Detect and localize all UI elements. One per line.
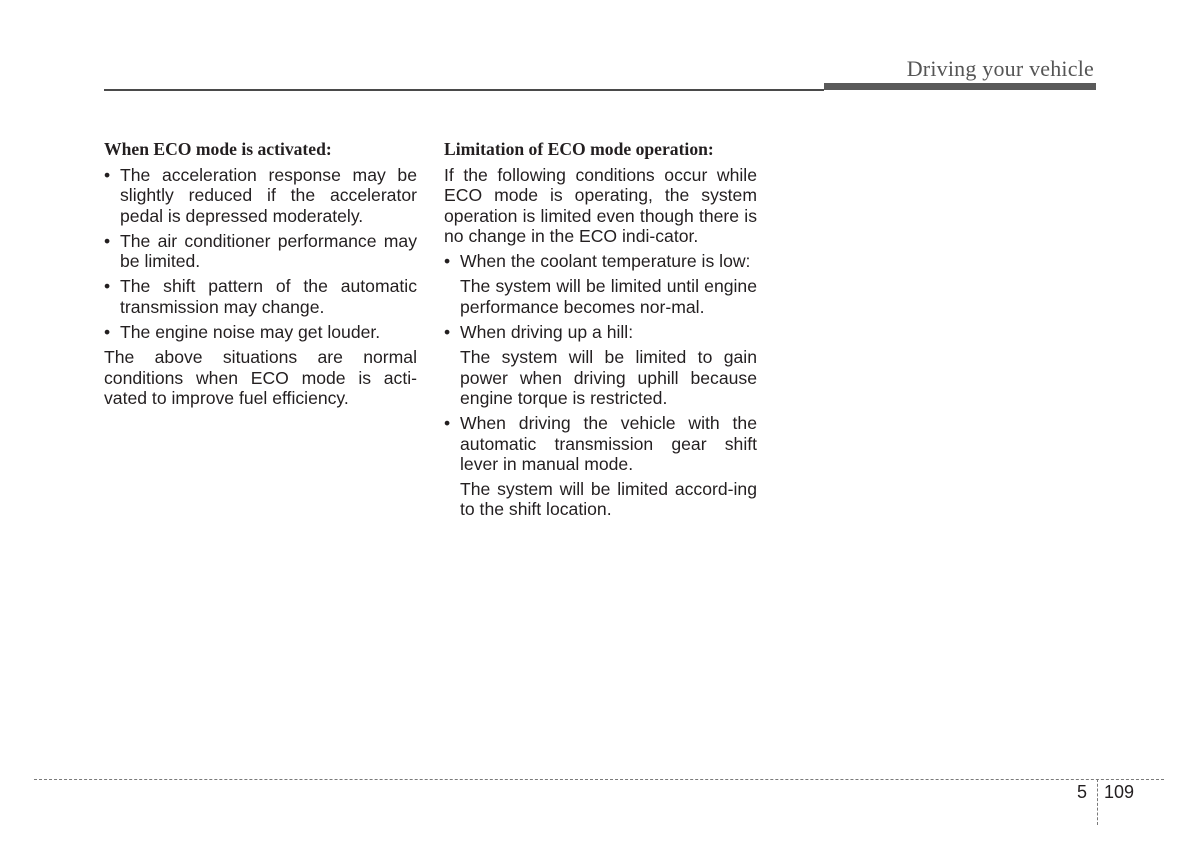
left-column: [104, 138, 417, 413]
page-number: 109: [1104, 782, 1135, 802]
list-item: • When driving up a hill: The system will be limited to gain power when driving uphill because engine torque is restricted.: [444, 322, 757, 408]
item-detail: The system will be limited to gain power when driving uphill because engine torque is restricted.: [460, 347, 757, 408]
item-detail: The system will be limited until engine performance becomes nor-mal.: [460, 276, 757, 317]
running-header: Driving your vehicle: [906, 56, 1094, 81]
list-item: • When the coolant temperature is low: The system will be limited until engine performance becomes nor-mal.: [444, 251, 757, 317]
section-number: 5: [1077, 782, 1088, 802]
eco-limitation-heading: Limitation of ECO mode operation:: [444, 139, 714, 159]
footer-divider: [34, 779, 1164, 780]
eco-limitation-list: [444, 251, 757, 520]
header-rule: [104, 89, 824, 91]
item-title: When driving the vehicle with the automatic transmission gear shift lever in manual mode.: [460, 413, 757, 474]
list-item: • The acceleration response may be slightly reduced if the accelerator pedal is depressed moderately.: [104, 165, 417, 226]
header-rule-accent: [824, 83, 1096, 90]
footer-page-divider: [1097, 779, 1098, 825]
item-title: When driving up a hill:: [460, 322, 634, 343]
eco-activated-heading: When ECO mode is activated:: [104, 139, 332, 159]
list-item: • The air conditioner performance may be limited.: [104, 230, 417, 272]
list-item: • When driving the vehicle with the automatic transmission gear shift lever in manual mode. The system will be limited accord-ing to the shift location.: [444, 413, 757, 520]
list-item: • The engine noise may get louder.: [104, 322, 381, 343]
item-title: When the coolant temperature is low:: [460, 251, 751, 272]
item-detail: The system will be limited accord-ing to the shift location.: [460, 479, 757, 520]
eco-activated-list: [104, 165, 417, 342]
right-column: [444, 138, 757, 525]
eco-limitation-intro: If the following conditions occur while ECO mode is operating, the system operation is limited even though there is no change in the ECO indi-cator.: [444, 165, 757, 246]
eco-summary-paragraph: The above situations are normal conditions when ECO mode is acti-vated to improve fuel efficiency.: [104, 347, 417, 408]
list-item: • The shift pattern of the automatic transmission may change.: [104, 276, 417, 317]
